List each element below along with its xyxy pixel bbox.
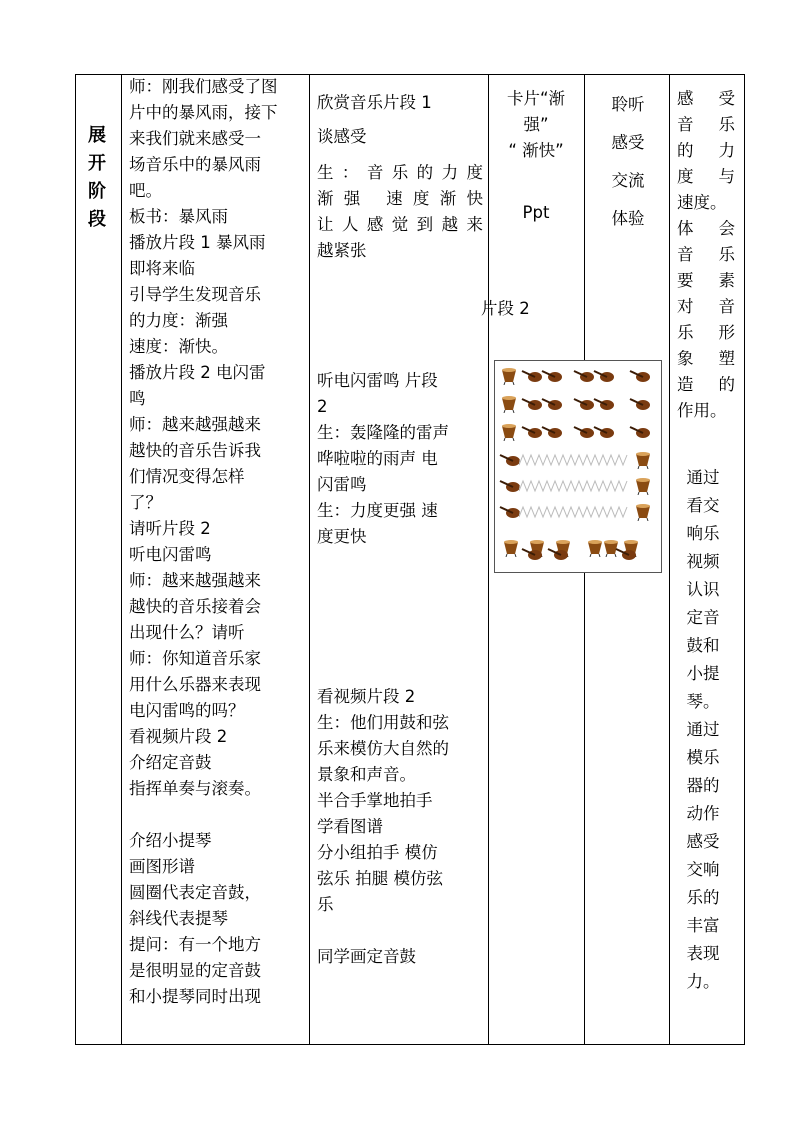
teacher-line bbox=[129, 802, 309, 828]
teacher-line: 听电闪雷鸣 bbox=[129, 545, 212, 564]
violin-icon bbox=[573, 369, 595, 383]
student-line: 生：他们用鼓和弦 bbox=[317, 713, 449, 732]
student-line: 分小组拍手 模仿 bbox=[317, 843, 438, 862]
method-line: 感受 bbox=[611, 133, 645, 152]
card-line: 卡片“渐 bbox=[506, 89, 566, 108]
intent-line: 响乐 bbox=[686, 524, 720, 543]
timpani-icon bbox=[635, 451, 651, 469]
student-block-1 bbox=[317, 86, 483, 154]
teacher-line: 吧。 bbox=[129, 181, 162, 200]
teacher-line: 电闪雷鸣的吗？ bbox=[129, 701, 245, 720]
teacher-line: 速度：渐快。 bbox=[129, 337, 228, 356]
table-bottom-border bbox=[75, 1044, 745, 1045]
tremolo-wave-icon bbox=[519, 453, 629, 467]
violin-icon bbox=[521, 369, 543, 383]
violin-icon bbox=[499, 453, 521, 467]
intent-line: 乐 形 bbox=[677, 323, 735, 342]
column-divider bbox=[488, 74, 489, 1045]
intent-cell bbox=[677, 86, 735, 996]
intent-line: 认识 bbox=[686, 580, 720, 599]
intent-line: 模乐 bbox=[686, 748, 720, 767]
column-divider bbox=[744, 74, 745, 1045]
teacher-line: 斜线代表提琴 bbox=[129, 909, 228, 928]
teacher-line: 指挥单奏与滚奏。 bbox=[129, 779, 261, 798]
violin-icon bbox=[499, 505, 521, 519]
violin-icon bbox=[573, 397, 595, 411]
student-line: 听电闪雷鸣 片段 bbox=[317, 371, 438, 390]
student-line: 生：轰隆隆的雷声 bbox=[317, 423, 449, 442]
violin-icon bbox=[541, 397, 563, 411]
violin-icon bbox=[615, 547, 637, 561]
student-line: 乐 bbox=[317, 895, 334, 914]
student-line: 生：力度更强 速 bbox=[317, 501, 438, 520]
teacher-line: 板书：暴风雨 bbox=[129, 207, 228, 226]
column-divider bbox=[309, 74, 310, 1045]
teacher-line: 越快的音乐接着会 bbox=[129, 597, 261, 616]
timpani-icon bbox=[501, 395, 517, 413]
student-line: 欣赏音乐片段 1 bbox=[317, 93, 432, 112]
teacher-line: 师：你知道音乐家 bbox=[129, 649, 261, 668]
stage-char: 展 bbox=[88, 125, 106, 146]
teacher-line: 播放片段 2 电闪雷 bbox=[129, 363, 266, 382]
student-line bbox=[317, 918, 483, 944]
timpani-icon bbox=[501, 423, 517, 441]
intent-line: 定音 bbox=[686, 608, 720, 627]
teacher-line: 即将来临 bbox=[129, 259, 195, 278]
teacher-line: 场音乐中的暴风雨 bbox=[129, 155, 261, 174]
graphic-score-image bbox=[494, 360, 662, 573]
stage-label bbox=[83, 122, 111, 234]
student-line: 乐来模仿大自然的 bbox=[317, 739, 449, 758]
intent-line: 度 与 bbox=[677, 167, 735, 186]
teacher-line: 师：刚我们感受了图 bbox=[129, 77, 278, 96]
student-line: 越紧张 bbox=[317, 241, 367, 260]
intent-line: 音 乐 bbox=[677, 115, 735, 134]
teacher-line: 播放片段 1 暴风雨 bbox=[129, 233, 266, 252]
intent-line: 通过 bbox=[686, 720, 720, 739]
violin-icon bbox=[629, 369, 651, 383]
stage-char: 开 bbox=[88, 153, 106, 174]
violin-icon bbox=[593, 369, 615, 383]
intent-line: 象 塑 bbox=[677, 349, 735, 368]
teacher-line: 请听片段 2 bbox=[129, 519, 211, 538]
teacher-line: 的力度：渐强 bbox=[129, 311, 228, 330]
student-line: 渐强 速度渐快 bbox=[317, 189, 483, 208]
intent-line: 器的 bbox=[686, 776, 720, 795]
intent-line: 乐的 bbox=[686, 888, 720, 907]
teacher-line: 师：越来越强越来 bbox=[129, 415, 261, 434]
intent-line: 的 力 bbox=[677, 141, 735, 160]
teacher-line: 是很明显的定音鼓 bbox=[129, 961, 261, 980]
intent-line: 看交 bbox=[686, 496, 720, 515]
student-line: 2 bbox=[317, 397, 328, 416]
timpani-icon bbox=[635, 477, 651, 495]
teacher-line: 鸣 bbox=[129, 389, 146, 408]
student-block-2 bbox=[317, 160, 483, 264]
intent-line: 力。 bbox=[686, 972, 720, 991]
student-line: 看视频片段 2 bbox=[317, 687, 416, 706]
violin-icon bbox=[521, 425, 543, 439]
student-line: 弦乐 拍腿 模仿弦 bbox=[317, 869, 443, 888]
media-cell bbox=[481, 86, 581, 322]
teacher-line: 出现什么？请听 bbox=[129, 623, 245, 642]
card-line: 强” bbox=[523, 115, 549, 134]
intent-line: 速度。 bbox=[677, 193, 727, 212]
intent-line: 对 音 bbox=[677, 297, 735, 316]
intent-line: 体 会 bbox=[677, 219, 735, 238]
student-line: 学看图谱 bbox=[317, 817, 383, 836]
method-line: 体验 bbox=[611, 209, 645, 228]
teacher-line: 看视频片段 2 bbox=[129, 727, 228, 746]
violin-icon bbox=[547, 547, 569, 561]
teacher-line: 们情况变得怎样 bbox=[129, 467, 245, 486]
teacher-line: 越快的音乐告诉我 bbox=[129, 441, 261, 460]
student-line: 哗啦啦的雨声 电 bbox=[317, 449, 438, 468]
teacher-line: 圆圈代表定音鼓， bbox=[129, 883, 261, 902]
student-line: 闪雷鸣 bbox=[317, 475, 367, 494]
student-line: 半合手掌地拍手 bbox=[317, 791, 433, 810]
teacher-activity-cell bbox=[129, 74, 309, 1010]
teacher-line: 师：越来越强越来 bbox=[129, 571, 261, 590]
intent-line: 感受 bbox=[686, 832, 720, 851]
timpani-icon bbox=[503, 539, 519, 557]
violin-icon bbox=[521, 397, 543, 411]
student-line: 让人感觉到越来 bbox=[317, 215, 483, 234]
timpani-icon bbox=[501, 367, 517, 385]
timpani-icon bbox=[587, 539, 603, 557]
teacher-line: 画图形谱 bbox=[129, 857, 195, 876]
teacher-line: 片中的暴风雨，接下 bbox=[129, 103, 278, 122]
method-cell bbox=[590, 86, 666, 238]
stage-char: 阶 bbox=[88, 181, 106, 202]
student-line: 景象和声音。 bbox=[317, 765, 416, 784]
timpani-icon bbox=[635, 503, 651, 521]
violin-icon bbox=[629, 397, 651, 411]
violin-icon bbox=[541, 369, 563, 383]
teacher-line: 提问：有一个地方 bbox=[129, 935, 261, 954]
ppt-label: Ppt bbox=[522, 203, 550, 222]
intent-line: 音 乐 bbox=[677, 245, 735, 264]
teacher-line: 引导学生发现音乐 bbox=[129, 285, 261, 304]
student-line: 生：音乐的力度 bbox=[317, 163, 483, 182]
violin-icon bbox=[521, 547, 543, 561]
teacher-line: 用什么乐器来表现 bbox=[129, 675, 261, 694]
teacher-line: 介绍小提琴 bbox=[129, 831, 212, 850]
teacher-line: 了？ bbox=[129, 493, 162, 512]
student-line: 度更快 bbox=[317, 527, 367, 546]
method-line: 交流 bbox=[611, 171, 645, 190]
violin-icon bbox=[593, 397, 615, 411]
teacher-line: 和小提琴同时出现 bbox=[129, 987, 261, 1006]
intent-line: 动作 bbox=[686, 804, 720, 823]
violin-icon bbox=[541, 425, 563, 439]
intent-line: 鼓和 bbox=[686, 636, 720, 655]
intent-line: 视频 bbox=[686, 552, 720, 571]
student-block-4 bbox=[317, 684, 483, 970]
teacher-line: 介绍定音鼓 bbox=[129, 753, 212, 772]
intent-line: 丰富 bbox=[686, 916, 720, 935]
student-block-3 bbox=[317, 368, 483, 550]
intent-line: 要 素 bbox=[677, 271, 735, 290]
method-line: 聆听 bbox=[611, 95, 645, 114]
column-divider bbox=[669, 74, 670, 1045]
clip-label: 片段 2 bbox=[481, 299, 530, 318]
intent-block-2 bbox=[683, 464, 723, 996]
card-line: “ 渐快” bbox=[508, 141, 564, 160]
stage-char: 段 bbox=[88, 209, 106, 230]
student-line: 同学画定音鼓 bbox=[317, 947, 416, 966]
intent-line: 感 受 bbox=[677, 89, 735, 108]
intent-block-1 bbox=[677, 86, 735, 424]
violin-icon bbox=[593, 425, 615, 439]
column-divider bbox=[121, 74, 122, 1045]
intent-line: 造 的 bbox=[677, 375, 735, 394]
violin-icon bbox=[573, 425, 595, 439]
tremolo-wave-icon bbox=[519, 479, 629, 493]
intent-line: 表现 bbox=[686, 944, 720, 963]
tremolo-wave-icon bbox=[519, 505, 629, 519]
intent-line: 小提 bbox=[686, 664, 720, 683]
teacher-line: 来我们就来感受一 bbox=[129, 129, 261, 148]
intent-line: 作用。 bbox=[677, 401, 727, 420]
intent-line: 通过 bbox=[686, 468, 720, 487]
intent-line: 交响 bbox=[686, 860, 720, 879]
student-line: 谈感受 bbox=[317, 127, 367, 146]
student-activity-cell bbox=[317, 86, 483, 970]
lesson-plan-table bbox=[75, 74, 745, 1045]
intent-line: 琴。 bbox=[686, 692, 720, 711]
violin-icon bbox=[499, 479, 521, 493]
violin-icon bbox=[629, 425, 651, 439]
column-divider bbox=[75, 74, 76, 1045]
